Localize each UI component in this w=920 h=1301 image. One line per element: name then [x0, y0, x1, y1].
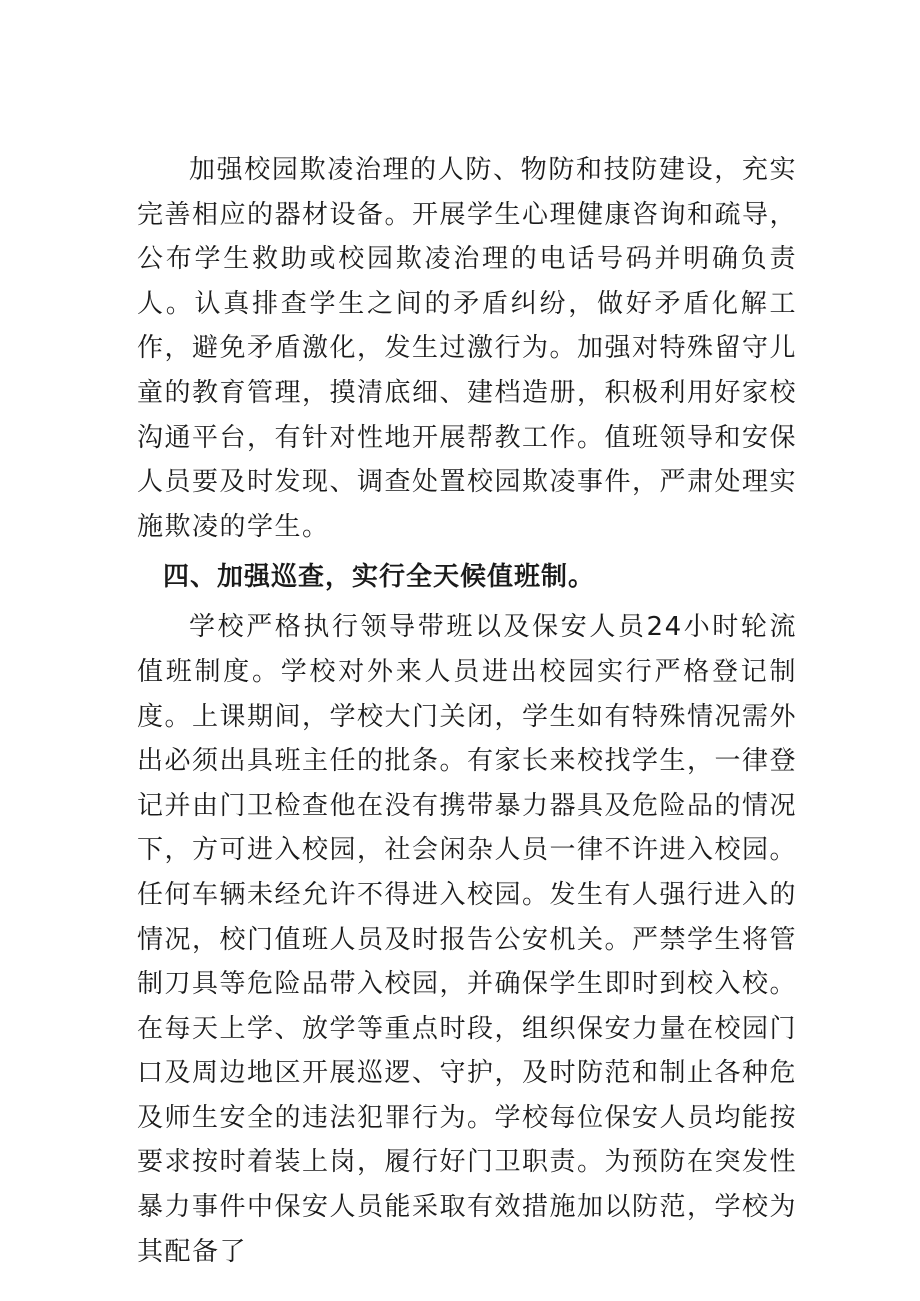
body-paragraph: 加强校园欺凌治理的人防、物防和技防建设，充实完善相应的器材设备。开展学生心理健康咨询和疏导，公布学生救助或校园欺凌治理的电话号码并明确负责人。认真排查学生之间的矛盾纠纷，做好矛盾化解工作，避免矛盾激化，发生过激行为。加强对特殊留守儿童的教育管理，摸清底细、建档造册，积极利用好家校沟通平台，有针对性地开展帮教工作。值班领导和安保人员要及时发现、调查处置校园欺凌事件，严肃处理实施欺凌的学生。: [137, 155, 798, 542]
body-paragraph: 学校严格执行领导带班以及保安人员24小时轮流值班制度。学校对外来人员进出校园实行严格登记制度。上课期间，学校大门关闭，学生如有特殊情况需外出必须出具班主任的批条。有家长来校找学生，一律登记并由门卫检查他在没有携带暴力器具及危险品的情况下，方可进入校园，社会闲杂人员一律不许进入校园。任何车辆未经允许不得进入校园。发生有人强行进入的情况，校门值班人员及时报告公安机关。严禁学生将管制刀具等危险品带入校园，并确保学生即时到校入校。在每天上学、放学等重点时段，组织保安力量在校园门口及周边地区开展巡逻、守护，及时防范和制止各种危及师生安全的违法犯罪行为。学校每位保安人员均能按要求按时着装上岗，履行好门卫职责。为预防在突发性暴力事件中保安人员能采取有效措施加以防范，学校为其配备了: [137, 612, 798, 1267]
document-body: [137, 148, 797, 1274]
section-heading: 四、加强巡查，实行全天候值班制。: [163, 562, 596, 593]
